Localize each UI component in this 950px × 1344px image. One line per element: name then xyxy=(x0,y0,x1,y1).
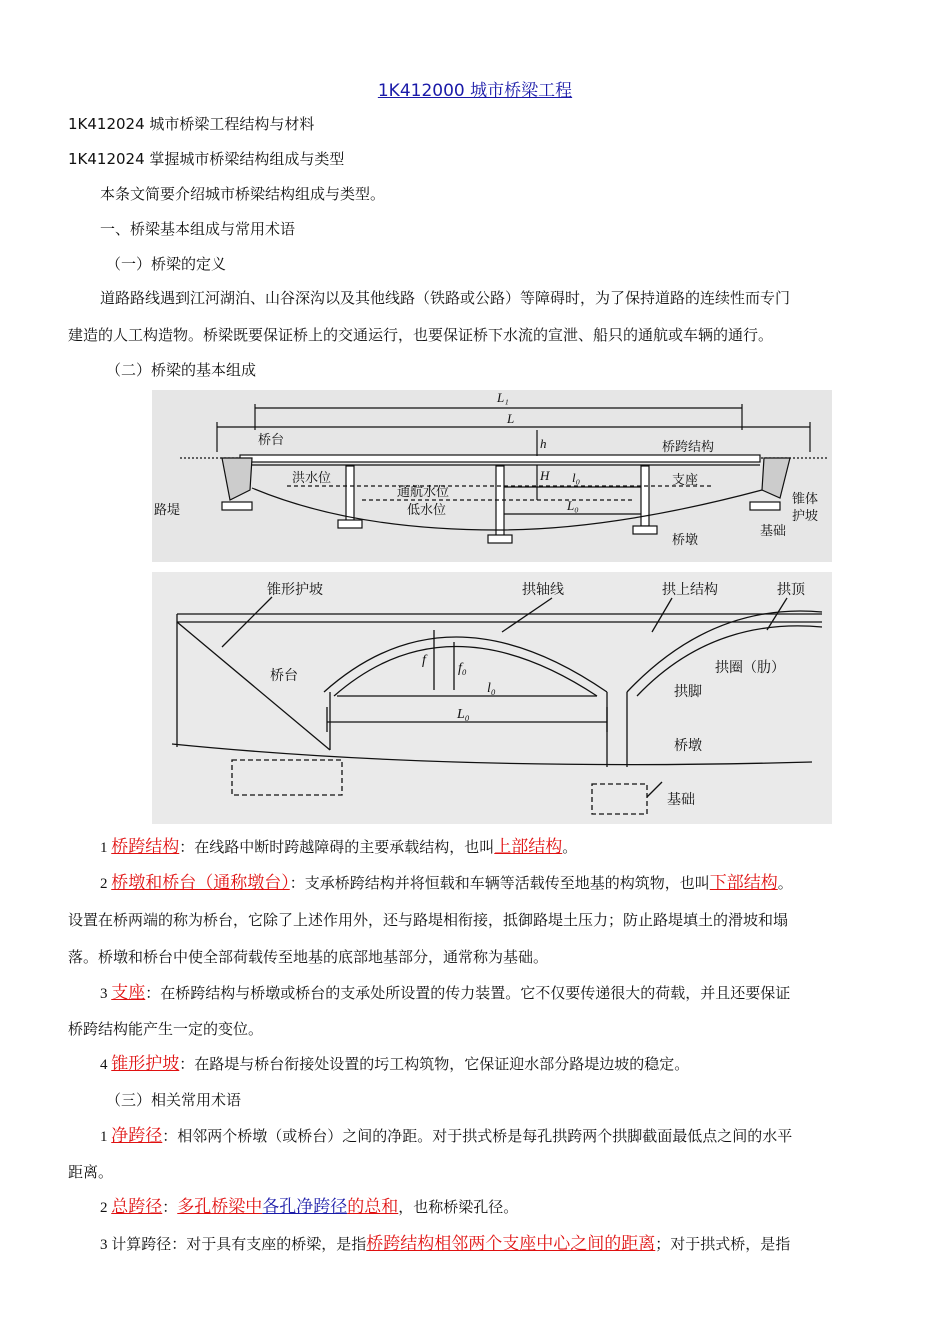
section-1: 一、桥梁基本组成与常用术语 xyxy=(100,220,296,238)
svg-text:基础: 基础 xyxy=(760,524,787,539)
definition-line-2: 建造的人工构造物。桥梁既要保证桥上的交通运行，也要保证桥下水流的宣泄、船只的通航或车辆的通行。 xyxy=(68,326,774,344)
term-1: 1 净跨径：相邻两个桥墩（或桥台）之间的净距。对于拱式桥是每孔拱跨两个拱脚截面最低点之间的水平 xyxy=(100,1126,793,1146)
item-2-line-2: 设置在桥两端的称为桥台，它除了上述作用外，还与路堤相衔接，抵御路堤土压力；防止路堤填土的滑坡和塌 xyxy=(68,911,789,929)
arch-bridge-figure xyxy=(152,572,832,824)
beam-bridge-diagram xyxy=(152,390,832,562)
definition-line-1: 道路路线遇到江河湖泊、山谷深沟以及其他线路（铁路或公路）等障碍时，为了保持道路的连续性而专门 xyxy=(100,289,791,307)
svg-text:拱轴线: 拱轴线 xyxy=(522,582,564,598)
subsection-composition: （二）桥梁的基本组成 xyxy=(106,361,257,379)
intro-text: 本条文简要介绍城市桥梁结构组成与类型。 xyxy=(100,185,386,203)
svg-text:桥跨结构: 桥跨结构 xyxy=(662,440,715,455)
svg-text:l₀: l₀ xyxy=(487,681,496,696)
svg-text:通航水位: 通航水位 xyxy=(397,485,450,500)
term-3: 3 计算跨径：对于具有支座的桥梁，是指桥跨结构相邻两个支座中心之间的距离；对于拱式桥，是指 xyxy=(100,1234,791,1254)
svg-text:l₀: l₀ xyxy=(572,470,581,485)
term-1-line-2: 距离。 xyxy=(68,1163,114,1181)
svg-text:桥墩: 桥墩 xyxy=(672,533,699,548)
svg-text:路堤: 路堤 xyxy=(154,503,181,518)
svg-text:h: h xyxy=(540,436,547,451)
beam-bridge-figure xyxy=(152,390,832,562)
heading-1: 1K412024 城市桥梁工程结构与材料 xyxy=(68,115,315,133)
svg-text:L₀: L₀ xyxy=(567,498,579,513)
svg-text:洪水位: 洪水位 xyxy=(292,471,332,486)
item-3: 3 支座：在桥跨结构与桥墩或桥台的支承处所设置的传力装置。它不仅要传递很大的荷载，并且还要保证 xyxy=(100,983,791,1003)
svg-text:低水位: 低水位 xyxy=(407,503,447,518)
svg-text:拱上结构: 拱上结构 xyxy=(662,582,718,598)
svg-text:拱顶: 拱顶 xyxy=(777,582,805,598)
svg-text:护坡: 护坡 xyxy=(792,509,819,524)
doc-title xyxy=(0,76,950,101)
svg-text:桥台: 桥台 xyxy=(258,433,285,448)
svg-text:L₁: L₁ xyxy=(497,390,509,405)
svg-text:桥墩: 桥墩 xyxy=(674,738,702,754)
svg-text:桥台: 桥台 xyxy=(270,668,298,684)
svg-text:L: L xyxy=(507,411,515,426)
heading-2: 1K412024 掌握城市桥梁结构组成与类型 xyxy=(68,150,345,168)
svg-text:f: f xyxy=(422,653,426,668)
term-2: 2 总跨径：多孔桥梁中各孔净跨径的总和，也称桥梁孔径。 xyxy=(100,1197,519,1217)
subsection-definition: （一）桥梁的定义 xyxy=(106,255,227,273)
svg-text:拱脚: 拱脚 xyxy=(674,684,702,700)
item-4: 4 锥形护坡：在路堤与桥台衔接处设置的圬工构筑物，它保证迎水部分路堤边坡的稳定。 xyxy=(100,1054,690,1074)
title-link[interactable]: 1K412000 城市桥梁工程 xyxy=(377,81,573,101)
svg-text:支座: 支座 xyxy=(672,473,699,488)
item-2-line-3: 落。桥墩和桥台中使全部荷载传至地基的底部地基部分，通常称为基础。 xyxy=(68,948,549,966)
svg-text:f₀: f₀ xyxy=(458,661,467,676)
item-3-line-2: 桥跨结构能产生一定的变位。 xyxy=(68,1020,264,1038)
svg-text:锥形护坡: 锥形护坡 xyxy=(267,582,323,598)
svg-text:H: H xyxy=(540,468,550,483)
svg-text:拱圈（肋）: 拱圈（肋） xyxy=(715,660,785,676)
svg-text:基础: 基础 xyxy=(667,792,695,808)
arch-bridge-diagram xyxy=(152,572,832,824)
subsection-terms: （三）相关常用术语 xyxy=(106,1091,242,1109)
item-1: 1 桥跨结构：在线路中断时跨越障碍的主要承载结构，也叫上部结构。 xyxy=(100,837,578,857)
svg-text:锥体: 锥体 xyxy=(792,492,819,507)
svg-text:L₀: L₀ xyxy=(457,707,470,722)
item-2: 2 桥墩和桥台（通称墩台）：支承桥跨结构并将恒载和车辆等活载传至地基的构筑物，也叫下部结构。 xyxy=(100,873,793,893)
